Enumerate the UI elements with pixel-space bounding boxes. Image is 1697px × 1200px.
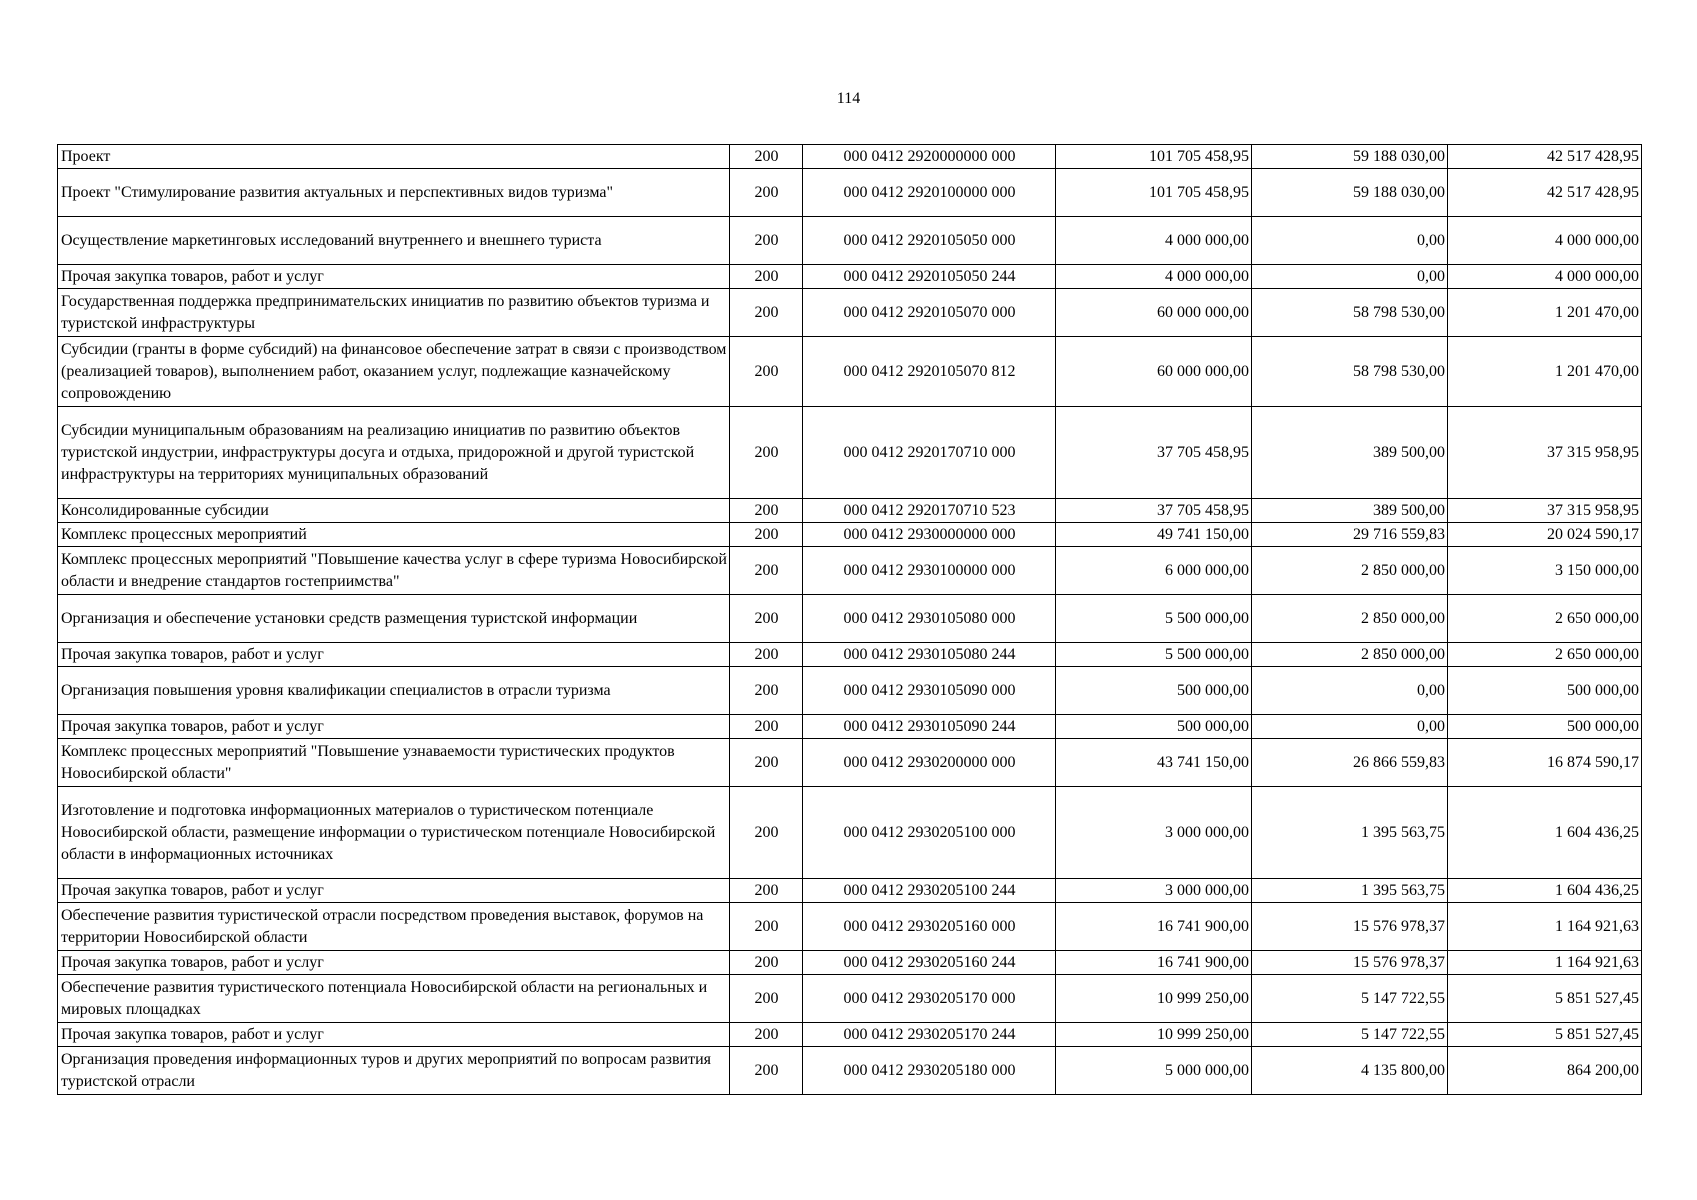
row-rest-cell: 20 024 590,17 [1448,523,1642,547]
row-plan-cell: 37 705 458,95 [1056,407,1252,499]
row-kbk-cell: 000 0412 2920105050 244 [803,265,1056,289]
table-row [58,145,1642,169]
row-done-cell: 4 135 800,00 [1252,1047,1448,1095]
row-plan-cell: 500 000,00 [1056,667,1252,715]
row-done-cell: 59 188 030,00 [1252,169,1448,217]
row-code-cell: 200 [730,145,803,169]
table-row [58,951,1642,975]
row-kbk-cell: 000 0412 2930205160 000 [803,903,1056,951]
row-done-cell: 5 147 722,55 [1252,1023,1448,1047]
table-row [58,547,1642,595]
row-kbk-cell: 000 0412 2930205100 000 [803,787,1056,879]
row-done-cell: 2 850 000,00 [1252,643,1448,667]
row-done-cell: 0,00 [1252,715,1448,739]
row-name-cell: Изготовление и подготовка информационных материалов о туристическом потенциале Новосибирской области, размещение информации о туристическом потенциале Новосибирской области в информационных источниках [58,787,730,879]
row-code-cell: 200 [730,595,803,643]
table-row [58,975,1642,1023]
table-row [58,1047,1642,1095]
row-done-cell: 0,00 [1252,667,1448,715]
row-code-cell: 200 [730,975,803,1023]
row-kbk-cell: 000 0412 2930105080 244 [803,643,1056,667]
row-plan-cell: 3 000 000,00 [1056,879,1252,903]
row-done-cell: 1 395 563,75 [1252,879,1448,903]
row-name-cell: Прочая закупка товаров, работ и услуг [58,265,730,289]
row-plan-cell: 10 999 250,00 [1056,975,1252,1023]
row-code-cell: 200 [730,667,803,715]
row-kbk-cell: 000 0412 2920100000 000 [803,169,1056,217]
row-plan-cell: 5 500 000,00 [1056,595,1252,643]
row-code-cell: 200 [730,217,803,265]
row-name-cell: Организация и обеспечение установки средств размещения туристской информации [58,595,730,643]
row-plan-cell: 60 000 000,00 [1056,337,1252,407]
row-kbk-cell: 000 0412 2930100000 000 [803,547,1056,595]
table-row [58,265,1642,289]
row-done-cell: 2 850 000,00 [1252,547,1448,595]
row-rest-cell: 5 851 527,45 [1448,975,1642,1023]
row-name-cell: Осуществление маркетинговых исследований внутреннего и внешнего туриста [58,217,730,265]
table-body [58,145,1642,1095]
row-name-cell: Обеспечение развития туристического потенциала Новосибирской области на региональных и мировых площадках [58,975,730,1023]
table-row [58,903,1642,951]
row-plan-cell: 43 741 150,00 [1056,739,1252,787]
row-rest-cell: 2 650 000,00 [1448,643,1642,667]
table-row [58,739,1642,787]
row-done-cell: 389 500,00 [1252,499,1448,523]
row-name-cell: Проект [58,145,730,169]
row-kbk-cell: 000 0412 2920000000 000 [803,145,1056,169]
row-kbk-cell: 000 0412 2930200000 000 [803,739,1056,787]
table-row [58,523,1642,547]
row-code-cell: 200 [730,547,803,595]
row-done-cell: 2 850 000,00 [1252,595,1448,643]
row-rest-cell: 1 201 470,00 [1448,289,1642,337]
row-kbk-cell: 000 0412 2920105070 812 [803,337,1056,407]
row-plan-cell: 4 000 000,00 [1056,265,1252,289]
row-kbk-cell: 000 0412 2930205170 244 [803,1023,1056,1047]
row-code-cell: 200 [730,289,803,337]
row-code-cell: 200 [730,739,803,787]
row-kbk-cell: 000 0412 2930205160 244 [803,951,1056,975]
row-name-cell: Консолидированные субсидии [58,499,730,523]
row-plan-cell: 16 741 900,00 [1056,951,1252,975]
row-name-cell: Проект "Стимулирование развития актуальных и перспективных видов туризма" [58,169,730,217]
row-rest-cell: 37 315 958,95 [1448,499,1642,523]
row-rest-cell: 1 201 470,00 [1448,337,1642,407]
row-rest-cell: 37 315 958,95 [1448,407,1642,499]
row-kbk-cell: 000 0412 2930205170 000 [803,975,1056,1023]
row-kbk-cell: 000 0412 2920105050 000 [803,217,1056,265]
row-rest-cell: 864 200,00 [1448,1047,1642,1095]
row-done-cell: 58 798 530,00 [1252,337,1448,407]
row-rest-cell: 16 874 590,17 [1448,739,1642,787]
row-rest-cell: 42 517 428,95 [1448,169,1642,217]
row-name-cell: Субсидии муниципальным образованиям на реализацию инициатив по развитию объектов туристской индустрии, инфраструктуры досуга и отдыха, придорожной и другой туристской инфраструктуры на территориях муниципальных образований [58,407,730,499]
row-code-cell: 200 [730,1023,803,1047]
row-code-cell: 200 [730,879,803,903]
row-done-cell: 26 866 559,83 [1252,739,1448,787]
row-plan-cell: 10 999 250,00 [1056,1023,1252,1047]
row-name-cell: Комплекс процессных мероприятий [58,523,730,547]
table-row [58,499,1642,523]
row-done-cell: 15 576 978,37 [1252,951,1448,975]
row-plan-cell: 6 000 000,00 [1056,547,1252,595]
table-row [58,643,1642,667]
row-name-cell: Комплекс процессных мероприятий "Повышение качества услуг в сфере туризма Новосибирской области и внедрение стандартов гостеприимства" [58,547,730,595]
row-name-cell: Прочая закупка товаров, работ и услуг [58,643,730,667]
table-row [58,407,1642,499]
table-row [58,169,1642,217]
row-kbk-cell: 000 0412 2920170710 523 [803,499,1056,523]
row-name-cell: Обеспечение развития туристической отрасли посредством проведения выставок, форумов на территории Новосибирской области [58,903,730,951]
row-rest-cell: 1 604 436,25 [1448,787,1642,879]
row-code-cell: 200 [730,903,803,951]
row-done-cell: 29 716 559,83 [1252,523,1448,547]
row-done-cell: 59 188 030,00 [1252,145,1448,169]
row-name-cell: Организация проведения информационных туров и других мероприятий по вопросам развития туристской отрасли [58,1047,730,1095]
table-row [58,667,1642,715]
row-name-cell: Субсидии (гранты в форме субсидий) на финансовое обеспечение затрат в связи с производством (реализацией товаров), выполнением работ, оказанием услуг, подлежащие казначейскому сопровождению [58,337,730,407]
row-done-cell: 0,00 [1252,265,1448,289]
row-plan-cell: 5 000 000,00 [1056,1047,1252,1095]
row-plan-cell: 101 705 458,95 [1056,145,1252,169]
table-row [58,1023,1642,1047]
row-plan-cell: 4 000 000,00 [1056,217,1252,265]
row-name-cell: Комплекс процессных мероприятий "Повышение узнаваемости туристических продуктов Новосибирской области" [58,739,730,787]
row-code-cell: 200 [730,715,803,739]
row-kbk-cell: 000 0412 2930205180 000 [803,1047,1056,1095]
row-code-cell: 200 [730,265,803,289]
page-number: 114 [836,90,861,107]
row-kbk-cell: 000 0412 2930105090 000 [803,667,1056,715]
table-row [58,879,1642,903]
table-row [58,337,1642,407]
table-row [58,787,1642,879]
row-code-cell: 200 [730,337,803,407]
row-done-cell: 58 798 530,00 [1252,289,1448,337]
row-plan-cell: 101 705 458,95 [1056,169,1252,217]
budget-table [57,144,1642,1095]
row-plan-cell: 16 741 900,00 [1056,903,1252,951]
row-done-cell: 389 500,00 [1252,407,1448,499]
table-row [58,715,1642,739]
row-code-cell: 200 [730,169,803,217]
row-done-cell: 1 395 563,75 [1252,787,1448,879]
row-code-cell: 200 [730,407,803,499]
row-rest-cell: 1 164 921,63 [1448,903,1642,951]
row-plan-cell: 5 500 000,00 [1056,643,1252,667]
row-plan-cell: 60 000 000,00 [1056,289,1252,337]
row-name-cell: Прочая закупка товаров, работ и услуг [58,1023,730,1047]
row-code-cell: 200 [730,1047,803,1095]
row-plan-cell: 37 705 458,95 [1056,499,1252,523]
row-kbk-cell: 000 0412 2920105070 000 [803,289,1056,337]
row-rest-cell: 1 164 921,63 [1448,951,1642,975]
row-rest-cell: 1 604 436,25 [1448,879,1642,903]
row-name-cell: Прочая закупка товаров, работ и услуг [58,715,730,739]
row-name-cell: Прочая закупка товаров, работ и услуг [58,879,730,903]
row-done-cell: 0,00 [1252,217,1448,265]
row-kbk-cell: 000 0412 2920170710 000 [803,407,1056,499]
row-kbk-cell: 000 0412 2930205100 244 [803,879,1056,903]
row-plan-cell: 500 000,00 [1056,715,1252,739]
row-kbk-cell: 000 0412 2930000000 000 [803,523,1056,547]
row-code-cell: 200 [730,787,803,879]
row-name-cell: Прочая закупка товаров, работ и услуг [58,951,730,975]
row-kbk-cell: 000 0412 2930105080 000 [803,595,1056,643]
row-rest-cell: 42 517 428,95 [1448,145,1642,169]
row-done-cell: 5 147 722,55 [1252,975,1448,1023]
row-name-cell: Государственная поддержка предпринимательских инициатив по развитию объектов туризма и туристской инфраструктуры [58,289,730,337]
row-rest-cell: 4 000 000,00 [1448,217,1642,265]
row-rest-cell: 4 000 000,00 [1448,265,1642,289]
row-rest-cell: 3 150 000,00 [1448,547,1642,595]
row-kbk-cell: 000 0412 2930105090 244 [803,715,1056,739]
row-rest-cell: 2 650 000,00 [1448,595,1642,643]
row-code-cell: 200 [730,643,803,667]
row-rest-cell: 500 000,00 [1448,715,1642,739]
table-row [58,217,1642,265]
row-code-cell: 200 [730,523,803,547]
row-code-cell: 200 [730,951,803,975]
table-row [58,595,1642,643]
row-rest-cell: 500 000,00 [1448,667,1642,715]
row-plan-cell: 3 000 000,00 [1056,787,1252,879]
table-row [58,289,1642,337]
row-code-cell: 200 [730,499,803,523]
row-done-cell: 15 576 978,37 [1252,903,1448,951]
row-rest-cell: 5 851 527,45 [1448,1023,1642,1047]
row-name-cell: Организация повышения уровня квалификации специалистов в отрасли туризма [58,667,730,715]
row-plan-cell: 49 741 150,00 [1056,523,1252,547]
